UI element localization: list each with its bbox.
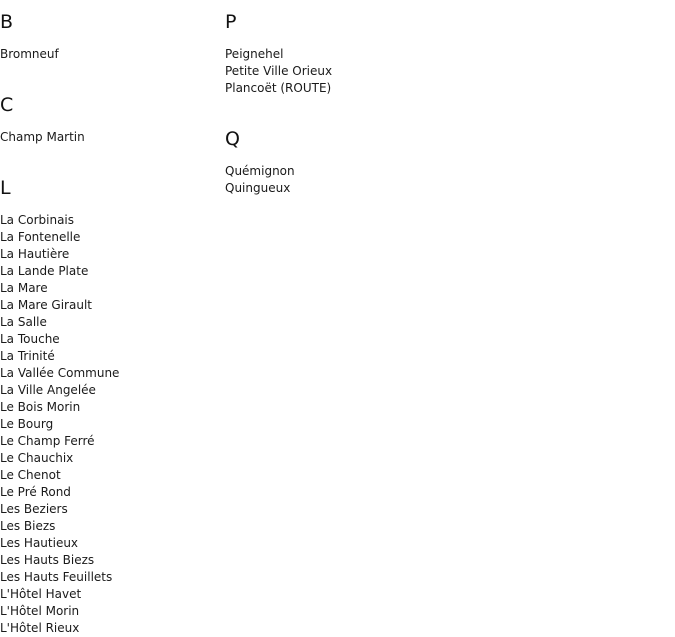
place-list-b: [0, 46, 220, 63]
place-item-la-lande-plate: La Lande Plate: [0, 264, 89, 278]
place-item-peignehel: Peignehel: [225, 47, 284, 61]
place-item-le-bourg: Le Bourg: [0, 417, 54, 431]
place-item-la-trinite: La Trinité: [0, 349, 55, 363]
place-item-la-fontenelle: La Fontenelle: [0, 230, 81, 244]
place-item-les-hautieux: Les Hautieux: [0, 536, 79, 550]
place-list-p: [225, 46, 465, 97]
place-item-la-mare: La Mare: [0, 281, 48, 295]
place-item-les-biezs: Les Biezs: [0, 519, 56, 533]
left-column: [0, 0, 220, 637]
place-item-la-corbinais: La Corbinais: [0, 213, 75, 227]
letter-group-c: [0, 94, 220, 166]
place-item-les-hauts-feuillets: Les Hauts Feuillets: [0, 570, 113, 584]
place-item-plancoet-route: Plancoët (ROUTE): [225, 81, 332, 95]
place-item-quemignon: Quémignon: [225, 164, 295, 178]
place-item-le-chenot: Le Chenot: [0, 468, 61, 482]
group-spacer: [0, 63, 220, 83]
place-item-le-bois-morin: Le Bois Morin: [0, 400, 81, 414]
place-item-bromneuf: Bromneuf: [0, 47, 59, 61]
letter-group-b: [0, 11, 220, 83]
letter-group-l: [0, 177, 220, 637]
place-item-l-hotel-morin: L'Hôtel Morin: [0, 604, 80, 618]
place-item-le-chauchix: Le Chauchix: [0, 451, 74, 465]
group-spacer: [225, 97, 465, 117]
place-item-la-touche: La Touche: [0, 332, 60, 346]
letter-group-q: [225, 128, 465, 197]
letter-heading-p: P: [225, 11, 237, 33]
place-item-champ-martin: Champ Martin: [0, 130, 85, 144]
place-list-c: [0, 129, 220, 146]
place-item-la-hautiere: La Hautière: [0, 247, 70, 261]
place-item-la-ville-angelee: La Ville Angelée: [0, 383, 96, 397]
right-column: [225, 0, 465, 197]
place-item-la-mare-girault: La Mare Girault: [0, 298, 92, 312]
place-item-le-champ-ferre: Le Champ Ferré: [0, 434, 95, 448]
letter-heading-c: C: [0, 94, 14, 116]
letter-heading-l: L: [0, 177, 11, 199]
place-item-la-vallee-commune: La Vallée Commune: [0, 366, 120, 380]
place-item-le-pre-rond: Le Pré Rond: [0, 485, 71, 499]
letter-heading-q: Q: [225, 128, 240, 150]
place-list-q: [225, 163, 465, 197]
place-item-l-hotel-havet: L'Hôtel Havet: [0, 587, 82, 601]
letter-group-p: [225, 11, 465, 117]
place-item-les-beziers: Les Beziers: [0, 502, 68, 516]
place-item-l-hotel-rieux: L'Hôtel Rieux: [0, 621, 80, 635]
place-item-quingueux: Quingueux: [225, 181, 291, 195]
place-item-les-hauts-biezs: Les Hauts Biezs: [0, 553, 95, 567]
letter-heading-b: B: [0, 11, 14, 33]
group-spacer: [0, 146, 220, 166]
place-item-la-salle: La Salle: [0, 315, 47, 329]
place-item-petite-ville-orieux: Petite Ville Orieux: [225, 64, 333, 78]
place-list-l: [0, 212, 220, 637]
